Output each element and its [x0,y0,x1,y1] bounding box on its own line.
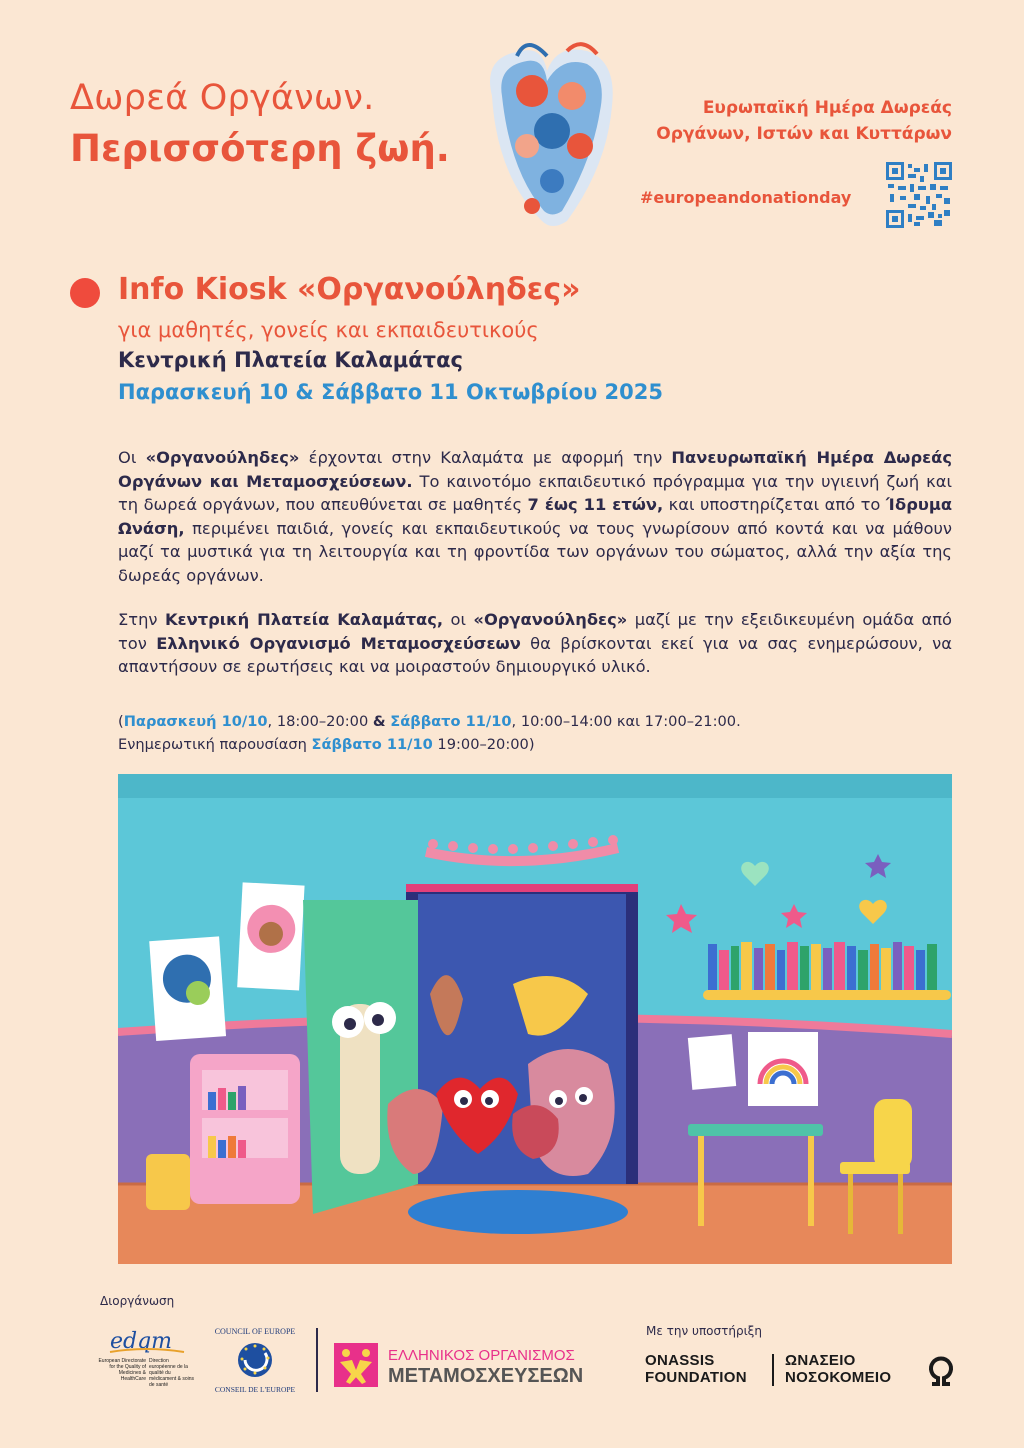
text-run: Ίδρυμα Ωνάση, [118,495,953,538]
schedule-paren: ( [118,713,124,730]
event-day-line-2: Οργάνων, Ιστών και Κυττάρων [656,124,952,144]
text-run: Στην [118,610,165,629]
slogan-line-2: Περισσότερη ζωή. [70,127,450,170]
eom-line-1: ΕΛΛΗΝΙΚΟΣ ΟΡΓΑΝΙΣΜΟΣ [388,1347,575,1364]
omega-icon [927,1354,955,1386]
event-dates: Παρασκευή 10 & Σάββατο 11 Οκτωβρίου 2025 [118,380,664,404]
eom-line-2: ΜΕΤΑΜΟΣΧΕΥΣΕΩΝ [388,1365,584,1387]
edqm-logo [96,1326,196,1398]
text-run: περιμένει παιδιά, γονείς και εκπαιδευτικούς να τους γνωρίσουν από κοντά και να μάθουν μαζί τα μυστικά για τη λειτουργία και τη φροντίδα των οργάνων του σώματος, αλλά την αξία της δωρεάς οργάνων. [118,518,952,585]
schedule-time-3: 19:00–20:00) [432,736,535,753]
coe-bottom-text: CONSEIL DE L'EUROPE [214,1385,296,1394]
event-place: Κεντρική Πλατεία Καλαμάτας [118,348,463,372]
qr-code[interactable] [886,162,952,228]
text-run: Ελληνικό Οργανισμό Μεταμοσχεύσεων [156,633,521,653]
text-run: «Οργανούληδες» [145,448,300,467]
schedule-day-1: Παρασκευή 10/10 [123,713,268,730]
event-day-line-1: Ευρωπαϊκή Ημέρα Δωρεάς [702,98,952,118]
hashtag: #europeandonationday [640,188,852,207]
onassis-logos [645,1352,965,1392]
logo-divider [316,1328,318,1392]
text-run: Το καινοτόμο εκπαιδευτικό πρόγραμμα για την υγιεινή ζωή και τη δωρεά οργάνων, που απευθύνεται σε μαθητές [118,471,952,514]
schedule-line-2 [118,733,952,756]
text-run: και υποστηρίζεται από το [663,495,886,514]
event-day-title [592,95,952,147]
schedule-time-1: , 18:00–20:00 [267,713,373,730]
edqm-wordmark: edqm [110,1329,173,1354]
onassis-gr-line-2: ΝΟΣΟΚΟΜΕΙΟ [785,1369,892,1386]
schedule [118,710,952,756]
bullet-dot [70,278,100,308]
schedule-day-3: Σάββατο 11/10 [311,736,433,753]
event-audience: για μαθητές, γονείς και εκπαιδευτικούς [118,318,539,342]
text-run: Οι [118,448,146,467]
edqm-english: European Directorate for the Quality of Medicines & HealthCare [98,1358,146,1382]
onassis-divider [772,1354,774,1386]
body-paragraph-1 [118,446,952,587]
onassis-hospital-logo [785,1352,891,1386]
text-run: Πανευρωπαϊκή Ημέρα Δωρεάς Οργάνων και Μεταμοσχεύσεων. [118,448,953,491]
schedule-time-2: , 10:00–14:00 και 17:00–21:00. [511,713,741,730]
schedule-line-1 [118,710,952,733]
onassis-foundation-logo [645,1352,747,1386]
onassis-en-line-2: FOUNDATION [645,1369,747,1386]
organizer-label: Διοργάνωση [100,1294,175,1308]
text-run: «Οργανούληδες» [473,610,628,629]
schedule-amp: & [372,713,386,730]
slogan-line-1: Δωρεά Οργάνων. [70,78,375,118]
text-run: οι [443,610,474,629]
body-paragraph-2 [118,608,952,679]
coe-top-text: COUNCIL OF EUROPE [214,1327,296,1336]
onassis-en-line-1: ONASSIS [645,1352,715,1369]
edqm-french: Direction européenne de la qualité du médicament & soins de santé [149,1358,195,1388]
event-title: Info Kiosk «Οργανούληδες» [118,272,581,307]
schedule-day-2: Σάββατο 11/10 [390,713,512,730]
text-run: μαζί με την εξειδικευμένη ομάδα από τον [118,610,952,653]
classroom-illustration [118,774,952,1264]
text-run: έρχονται στην Καλαμάτα με αφορμή την [299,448,672,467]
eom-logo [334,1340,604,1390]
council-of-europe-logo [210,1326,300,1396]
onassis-gr-line-1: ΩΝΑΣΕΙΟ [785,1352,856,1369]
text-run: Κεντρική Πλατεία Καλαμάτας, [164,610,444,629]
text-run: 7 έως 11 ετών, [527,495,664,514]
support-label: Με την υποστήριξη [646,1324,762,1338]
presentation-label: Ενημερωτική παρουσίαση [118,736,312,753]
text-run: θα βρίσκονται εκεί για να σας ενημερώσουν, να απαντήσουν σε ερωτήσεις και να μοιραστούν δημιουργικό υλικό. [118,633,952,676]
